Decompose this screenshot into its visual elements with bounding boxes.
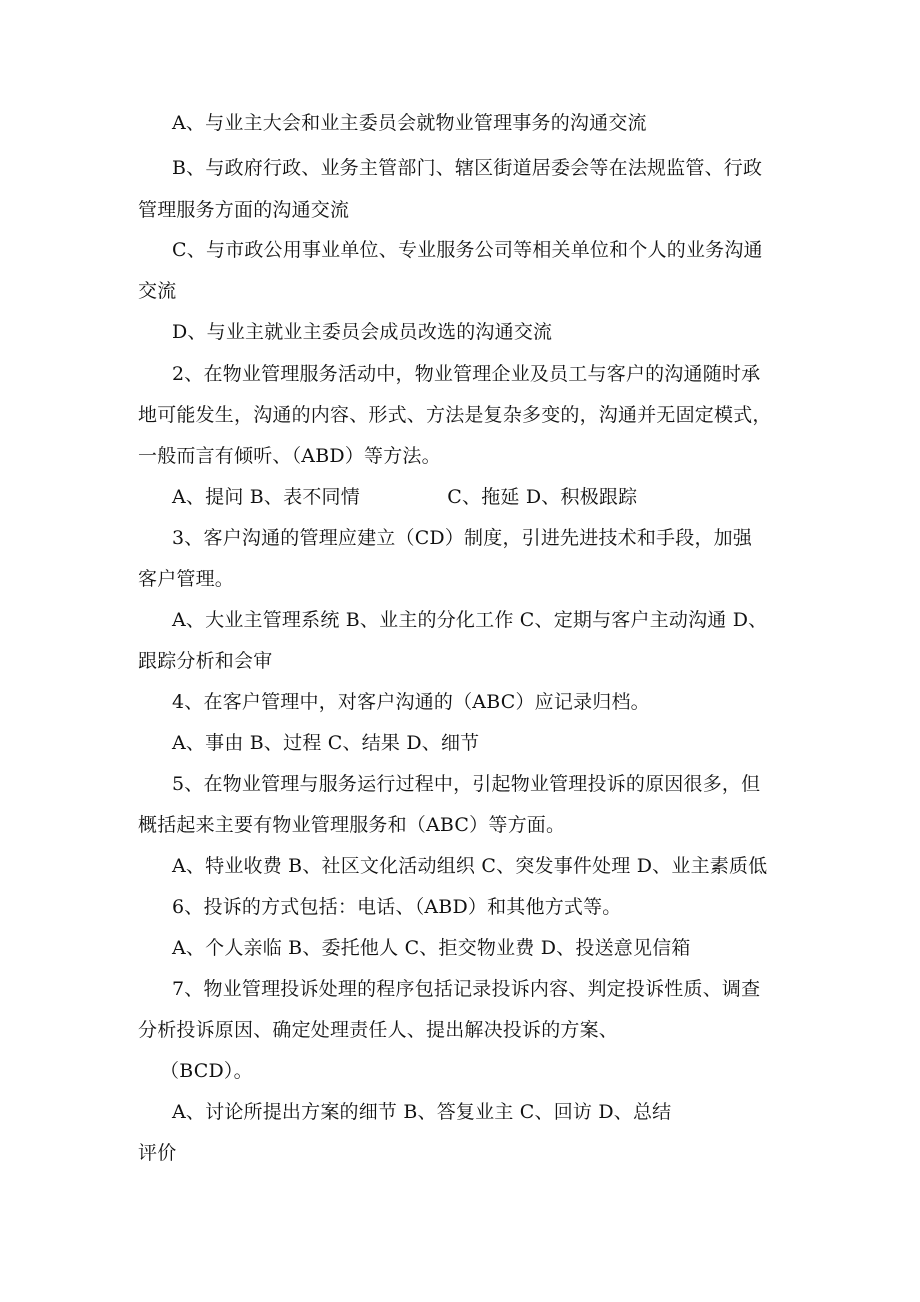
text-line: A、大业主管理系统 B、业主的分化工作 C、定期与客户主动沟通 D、 bbox=[172, 609, 768, 631]
text-line: 管理服务方面的沟通交流 bbox=[138, 199, 350, 221]
text-line: 7、物业管理投诉处理的程序包括记录投诉内容、判定投诉性质、调查 bbox=[172, 978, 761, 1000]
text-line: 交流 bbox=[138, 280, 177, 302]
text-line: A、讨论所提出方案的细节 B、答复业主 C、回访 D、总结 bbox=[172, 1101, 672, 1123]
text-line: 跟踪分析和会审 bbox=[138, 650, 273, 672]
text-line: A、个人亲临 B、委托他人 C、拒交物业费 D、投送意见信箱 bbox=[172, 937, 691, 959]
text-line: A、特业收费 B、社区文化活动组织 C、突发事件处理 D、业主素质低 bbox=[172, 855, 768, 877]
text-line: 评价 bbox=[138, 1142, 177, 1164]
text-line: 一般而言有倾听、（ABD）等方法。 bbox=[138, 445, 441, 467]
text-line: 4、在客户管理中，对客户沟通的（ABC）应记录归档。 bbox=[172, 691, 650, 713]
text-line: D、与业主就业主委员会成员改选的沟通交流 bbox=[172, 321, 553, 343]
text-line: 分析投诉原因、确定处理责任人、提出解决投诉的方案、 bbox=[138, 1019, 619, 1041]
text-line: A、事由 B、过程 C、结果 D、细节 bbox=[172, 732, 480, 754]
text-line: B、与政府行政、业务主管部门、辖区街道居委会等在法规监管、行政 bbox=[172, 157, 763, 179]
text-line: A、与业主大会和业主委员会就物业管理事务的沟通交流 bbox=[172, 112, 647, 134]
text-line: 概括起来主要有物业管理服务和（ABC）等方面。 bbox=[138, 814, 566, 836]
text-line: 地可能发生，沟通的内容、形式、方法是复杂多变的，沟通并无固定模式， bbox=[138, 404, 772, 426]
text-line: 6、投诉的方式包括：电话、（ABD）和其他方式等。 bbox=[172, 896, 622, 918]
text-line: （BCD）。 bbox=[160, 1060, 253, 1082]
text-line: 客户管理。 bbox=[138, 568, 235, 590]
text-line: 2、在物业管理服务活动中，物业管理企业及员工与客户的沟通随时承 bbox=[172, 363, 761, 385]
text-line: 3、客户沟通的管理应建立（CD）制度，引进先进技术和手段，加强 bbox=[172, 527, 753, 549]
text-line: C、与市政公用事业单位、专业服务公司等相关单位和个人的业务沟通 bbox=[172, 239, 763, 261]
text-line: 5、在物业管理与服务运行过程中，引起物业管理投诉的原因很多，但 bbox=[172, 773, 761, 795]
text-line: A、提问 B、表不同情 C、拖延 D、积极跟踪 bbox=[172, 486, 638, 508]
